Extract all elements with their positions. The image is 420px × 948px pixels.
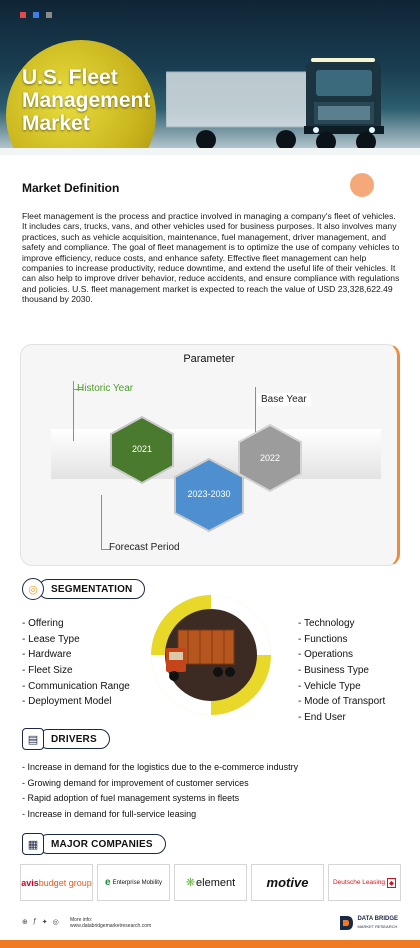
list-item: - Fleet Size xyxy=(22,665,73,677)
segmentation-title: SEGMENTATION xyxy=(38,579,145,599)
facebook-icon[interactable]: ƒ xyxy=(32,918,37,925)
definition-title: Market Definition xyxy=(22,181,120,195)
hero-dots xyxy=(20,12,52,18)
list-item: - Deployment Model xyxy=(22,696,112,708)
company-logos xyxy=(20,864,401,901)
list-item: - Functions xyxy=(298,633,348,645)
website-link[interactable]: www.databridgemarketresearch.com xyxy=(70,923,152,929)
companies-header xyxy=(22,833,166,855)
chart-clipboard-icon: ▤ xyxy=(22,728,44,750)
segmentation-left-list xyxy=(22,616,130,710)
historic-year-value: 2021 xyxy=(131,444,153,454)
definition-text: Fleet management is the process and practice involved in managing a company's fleet of vehicles. It includes cars, trucks, vans, and other vehicles used for business purposes. It also involves many practices, such as vehicle acquisition, maintenance, fuel management, driver management, and safety and compliance. The goal of fleet management is to optimize the use of company vehicles to improve efficiency, reduce costs, and enhance safety. Effective fleet management can help companies to increase productivity, reduce downtime, and extend the useful life of their vehicles. It can also help to improve driver behavior, reduce accidents, and ensure compliance with regulations and policies. U.S. fleet management market is expected to reach the value of USD 23,328,622.49 thousand by 2030. xyxy=(22,211,400,305)
globe-icon[interactable]: ⊕ xyxy=(22,919,28,926)
list-item: - Technology xyxy=(298,618,355,629)
segmentation-right-list xyxy=(298,616,385,726)
enterprise-mobility-logo: e Enterprise Mobility xyxy=(97,864,170,901)
hero-road xyxy=(0,148,420,155)
list-item: - Operations xyxy=(298,649,354,661)
parameter-panel xyxy=(20,344,400,566)
list-item: - Lease Type xyxy=(22,633,80,645)
forecast-connector xyxy=(101,495,102,549)
avis-budget-logo: avis budget group xyxy=(20,864,93,901)
list-item: - Offering xyxy=(22,618,64,629)
truck-illustration xyxy=(166,52,406,155)
data-bridge-brand: DATA BRIDGE MARKET RESEARCH xyxy=(338,914,398,932)
drivers-title: DRIVERS xyxy=(38,729,110,749)
list-item: - Increase in demand for the logistics due to the e-commerce industry xyxy=(22,762,299,772)
list-item: - Mode of Transport xyxy=(298,696,386,708)
orange-circle-decoration xyxy=(350,173,374,197)
base-year-value: 2022 xyxy=(259,453,281,463)
deutsche-leasing-logo: Deutsche Leasing ◆ xyxy=(328,864,401,901)
blue-dot xyxy=(33,12,39,18)
historic-year-label: Historic Year xyxy=(77,383,134,394)
base-year-label: Base Year xyxy=(257,393,311,406)
hero-banner xyxy=(0,0,420,155)
drivers-header xyxy=(22,728,110,750)
list-item: - Increase in demand for full-service leasing xyxy=(22,808,197,819)
forecast-period-value: 2023-2030 xyxy=(187,489,231,499)
data-bridge-logo-icon xyxy=(338,914,354,932)
list-item: - Growing demand for improvement of customer services xyxy=(22,777,249,788)
list-item: - Rapid adoption of fuel management systems in fleets xyxy=(22,793,240,804)
twitter-icon[interactable]: ✦ xyxy=(41,919,48,926)
list-item: - Business Type xyxy=(298,665,369,677)
footer-accent-bar xyxy=(0,940,420,948)
building-icon: ▦ xyxy=(22,833,44,855)
grey-dot xyxy=(46,12,52,18)
footer xyxy=(0,909,420,940)
drivers-list xyxy=(22,760,298,822)
element-logo: ❋ element xyxy=(174,864,247,901)
forecast-period-label: Forecast Period xyxy=(109,542,180,553)
companies-title: MAJOR COMPANIES xyxy=(38,834,166,854)
list-item: - Communication Range xyxy=(22,680,130,692)
list-item: - Hardware xyxy=(22,649,72,661)
motive-logo: motive xyxy=(251,864,324,901)
more-info: More info: www.databridgemarketresearch.com xyxy=(70,917,152,929)
list-item: - End User xyxy=(298,712,346,724)
instagram-icon[interactable]: ◎ xyxy=(52,919,59,926)
list-item: - Vehicle Type xyxy=(298,680,361,692)
target-icon: ◎ xyxy=(22,578,44,600)
page-title: U.S. Fleet Management Market xyxy=(22,66,151,135)
red-dot xyxy=(20,12,26,18)
truck-container-image xyxy=(148,592,274,718)
social-icons xyxy=(22,918,59,926)
segmentation-header xyxy=(22,578,145,600)
element-mark-icon: ❋ xyxy=(185,877,196,889)
parameter-title: Parameter xyxy=(183,353,235,365)
